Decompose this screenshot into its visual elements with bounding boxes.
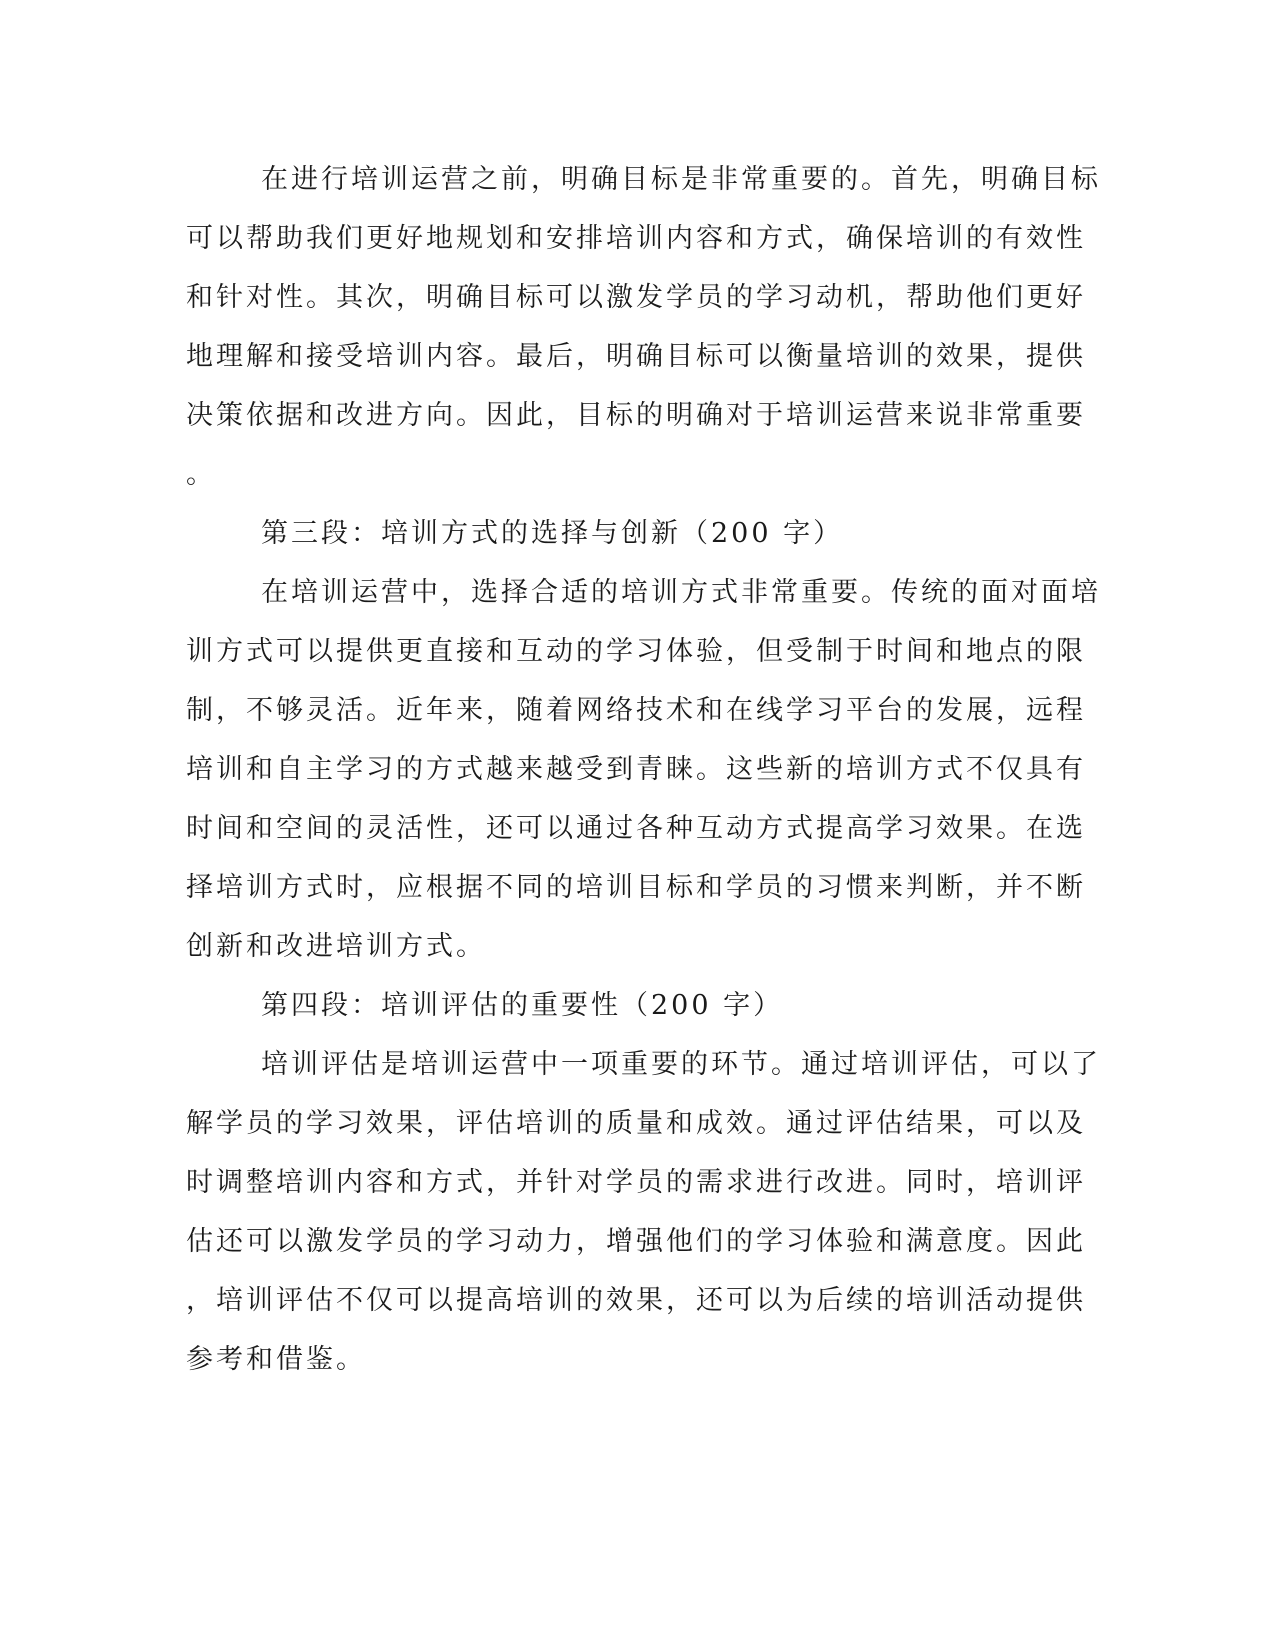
paragraph-line: 创新和改进培训方式。 (186, 931, 486, 962)
paragraph-line: 时调整培训内容和方式，并针对学员的需求进行改进。同时，培训评 (186, 1167, 1086, 1198)
paragraph-line: 制，不够灵活。近年来，随着网络技术和在线学习平台的发展，远程 (186, 695, 1086, 726)
paragraph-line: 可以帮助我们更好地规划和安排培训内容和方式，确保培训的有效性 (186, 223, 1086, 254)
paragraph-line: ，培训评估不仅可以提高培训的效果，还可以为后续的培训活动提供 (186, 1285, 1086, 1316)
paragraph-line: 时间和空间的灵活性，还可以通过各种互动方式提高学习效果。在选 (186, 813, 1086, 844)
paragraph-line: 参考和借鉴。 (186, 1344, 366, 1375)
paragraph-line: 在培训运营中，选择合适的培训方式非常重要。传统的面对面培 (261, 577, 1101, 608)
paragraph-line: 估还可以激发学员的学习动力，增强他们的学习体验和满意度。因此 (186, 1226, 1086, 1257)
paragraph-line: 。 (186, 459, 216, 490)
section-heading: 第三段：培训方式的选择与创新（200 字） (261, 518, 844, 549)
paragraph-line: 和针对性。其次，明确目标可以激发学员的学习动机，帮助他们更好 (186, 282, 1086, 313)
section-heading: 第四段：培训评估的重要性（200 字） (261, 990, 784, 1021)
paragraph-line: 在进行培训运营之前，明确目标是非常重要的。首先，明确目标 (261, 164, 1101, 195)
paragraph-line: 培训评估是培训运营中一项重要的环节。通过培训评估，可以了 (261, 1049, 1101, 1080)
paragraph-line: 解学员的学习效果，评估培训的质量和成效。通过评估结果，可以及 (186, 1108, 1086, 1139)
paragraph-line: 择培训方式时，应根据不同的培训目标和学员的习惯来判断，并不断 (186, 872, 1086, 903)
paragraph-line: 培训和自主学习的方式越来越受到青睐。这些新的培训方式不仅具有 (186, 754, 1086, 785)
paragraph-line: 地理解和接受培训内容。最后，明确目标可以衡量培训的效果，提供 (186, 341, 1086, 372)
paragraph-line: 训方式可以提供更直接和互动的学习体验，但受制于时间和地点的限 (186, 636, 1086, 667)
paragraph-line: 决策依据和改进方向。因此，目标的明确对于培训运营来说非常重要 (186, 400, 1086, 431)
